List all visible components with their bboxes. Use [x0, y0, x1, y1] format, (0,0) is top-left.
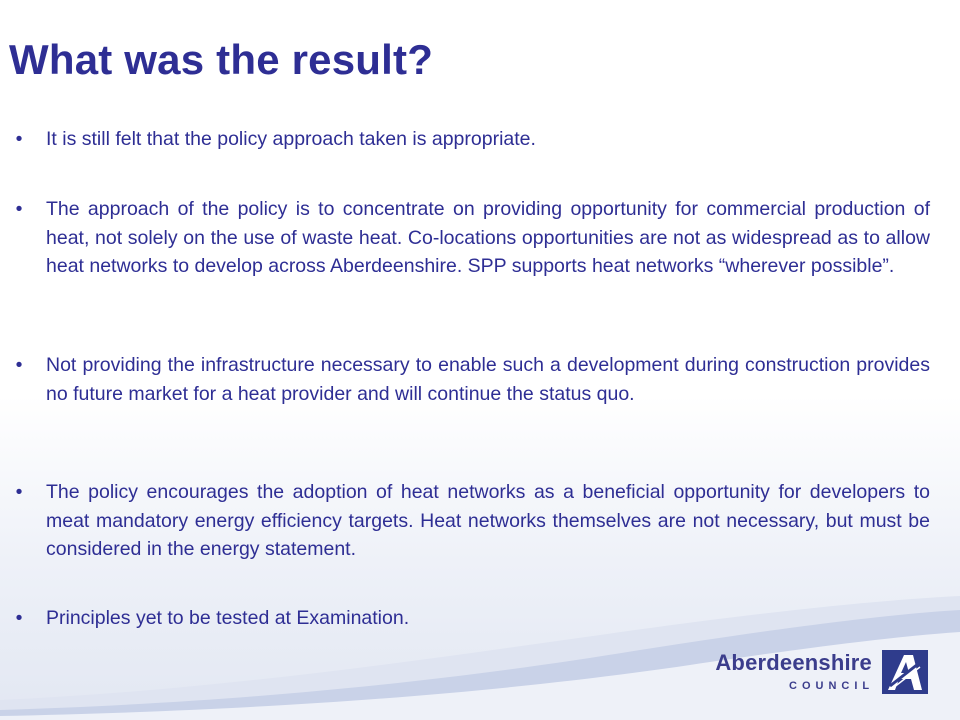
slide-title: What was the result?: [9, 36, 434, 83]
bullet-text: Not providing the infrastructure necessary to enable such a development during construction provides no future market for a heat provider and will continue the status quo.: [46, 354, 930, 405]
bullet-marker: •: [15, 198, 23, 220]
logo-subtitle: COUNCIL: [789, 680, 875, 692]
bullet-marker: •: [15, 607, 23, 629]
bullet-text: Principles yet to be tested at Examination.: [46, 607, 410, 629]
bullet-marker: •: [15, 481, 23, 503]
bullet-text: It is still felt that the policy approach taken is appropriate.: [46, 128, 536, 150]
logo-name: Aberdeenshire: [715, 650, 872, 675]
bullet-marker: •: [15, 354, 23, 376]
bullet-text: The approach of the policy is to concentrate on providing opportunity for commercial production of heat, not solely on the use of waste heat. Co-locations opportunities are not as widespread as to allow heat networks to develop across Aberdeenshire. SPP supports heat networks “wherever possible”.: [46, 198, 930, 277]
aberdeenshire-a-emblem-icon: [882, 650, 928, 694]
aberdeenshire-council-logo: [706, 648, 928, 698]
bullet-marker: •: [15, 128, 23, 150]
bullet-text: The policy encourages the adoption of heat networks as a beneficial opportunity for developers to meat mandatory energy efficiency targets. Heat networks themselves are not necessary, but must be considered in the energy statement.: [46, 481, 930, 560]
